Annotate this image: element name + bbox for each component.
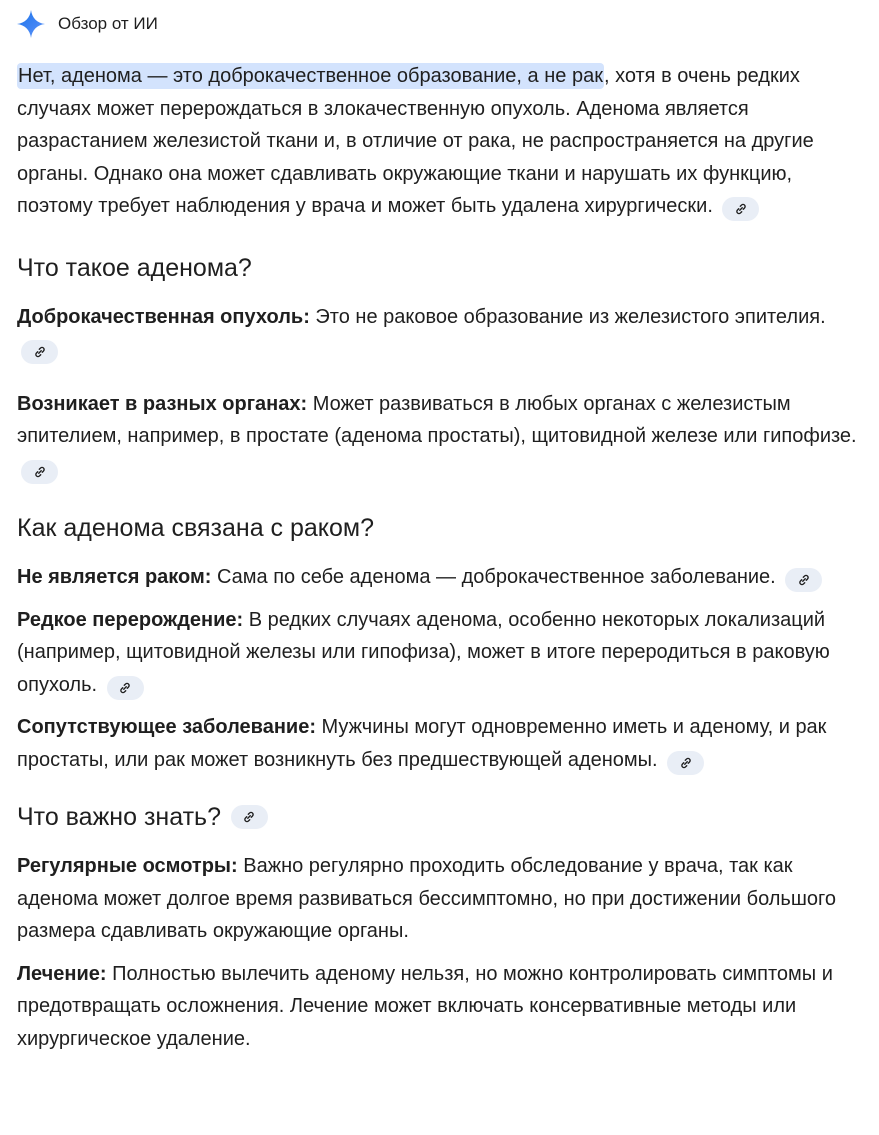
item-text: Может развиваться в любых органах с железистым эпителием, например, в простате (аденома простаты), щитовидной железе или гипофизе. (17, 392, 857, 447)
link-icon (33, 465, 47, 479)
item-label: Редкое перерождение: (17, 608, 244, 631)
source-link-button[interactable] (667, 751, 704, 775)
section-item (17, 388, 872, 486)
item-label: Доброкачественная опухоль: (17, 305, 310, 328)
intro-paragraph (17, 60, 872, 223)
section-item (17, 850, 872, 948)
section-heading-text: Что важно знать? (17, 803, 221, 831)
link-icon (242, 810, 256, 824)
section-item (17, 604, 872, 702)
link-icon (33, 345, 47, 359)
section-heading-important (17, 801, 872, 833)
section-item (17, 711, 872, 776)
item-text: Важно регулярно проходить обследование у врача, так как аденома может долгое время развиваться бессимптомно, но при достижении большого размера сдавливать окружающие органы. (17, 855, 836, 942)
answer-highlight: Нет, аденома — это доброкачественное образование, а не рак (18, 65, 603, 87)
link-icon (734, 202, 748, 216)
item-label: Сопутствующее заболевание: (17, 716, 316, 738)
item-label: Возникает в разных органах: (17, 392, 308, 415)
section-heading-what-is: Что такое аденома? (17, 253, 252, 282)
source-link-button[interactable] (107, 676, 144, 700)
ai-overview-content (17, 60, 872, 1055)
section-heading-cancer-relation: Как аденома связана с раком? (17, 514, 375, 542)
item-text: Сама по себе аденома — доброкачественное заболевание. (211, 566, 776, 588)
item-label: Не является раком: (17, 566, 212, 588)
source-link-button[interactable] (21, 340, 58, 364)
ai-overview-title: Обзор от ИИ (58, 14, 158, 33)
link-icon (118, 681, 132, 695)
item-text: Полностью вылечить аденому нельзя, но можно контролировать симптомы и предотвращать осложнения. Лечение может включать консервативные методы или хирургическое удаление. (17, 962, 833, 1050)
source-link-button[interactable] (785, 568, 822, 592)
item-label: Лечение: (17, 962, 107, 985)
item-text: В редких случаях аденома, особенно некоторых локализаций (например, щитовидной железы или гипофиза), может в итоге переродиться в раковую опухоль. (17, 608, 830, 696)
link-icon (797, 573, 811, 587)
intro-text: , хотя в очень редких случаях может перерождаться в злокачественную опухоль. Аденома является разрастанием железистой ткани и, в отличие от рака, не распространяется на другие органы. Однако она может сдавливать окружающие ткани и нарушать их функцию, поэтому требует наблюдения у врача и может быть удалена хирургически. (17, 65, 814, 217)
item-text: Мужчины могут одновременно иметь и аденому, и рак простаты, или рак может возникнуть без предшествующей аденомы. (17, 716, 827, 771)
source-link-button[interactable] (21, 460, 58, 484)
section-item (17, 561, 872, 594)
link-icon (679, 756, 693, 770)
ai-overview-header (16, 8, 158, 40)
item-label: Регулярные осмотры: (17, 855, 238, 877)
section-item (17, 301, 872, 366)
section-item (17, 958, 872, 1056)
gemini-sparkle-icon (16, 9, 46, 39)
source-link-button[interactable] (231, 805, 268, 829)
item-text: Это не раковое образование из железистого эпителия. (309, 305, 826, 328)
source-link-button[interactable] (722, 197, 759, 221)
